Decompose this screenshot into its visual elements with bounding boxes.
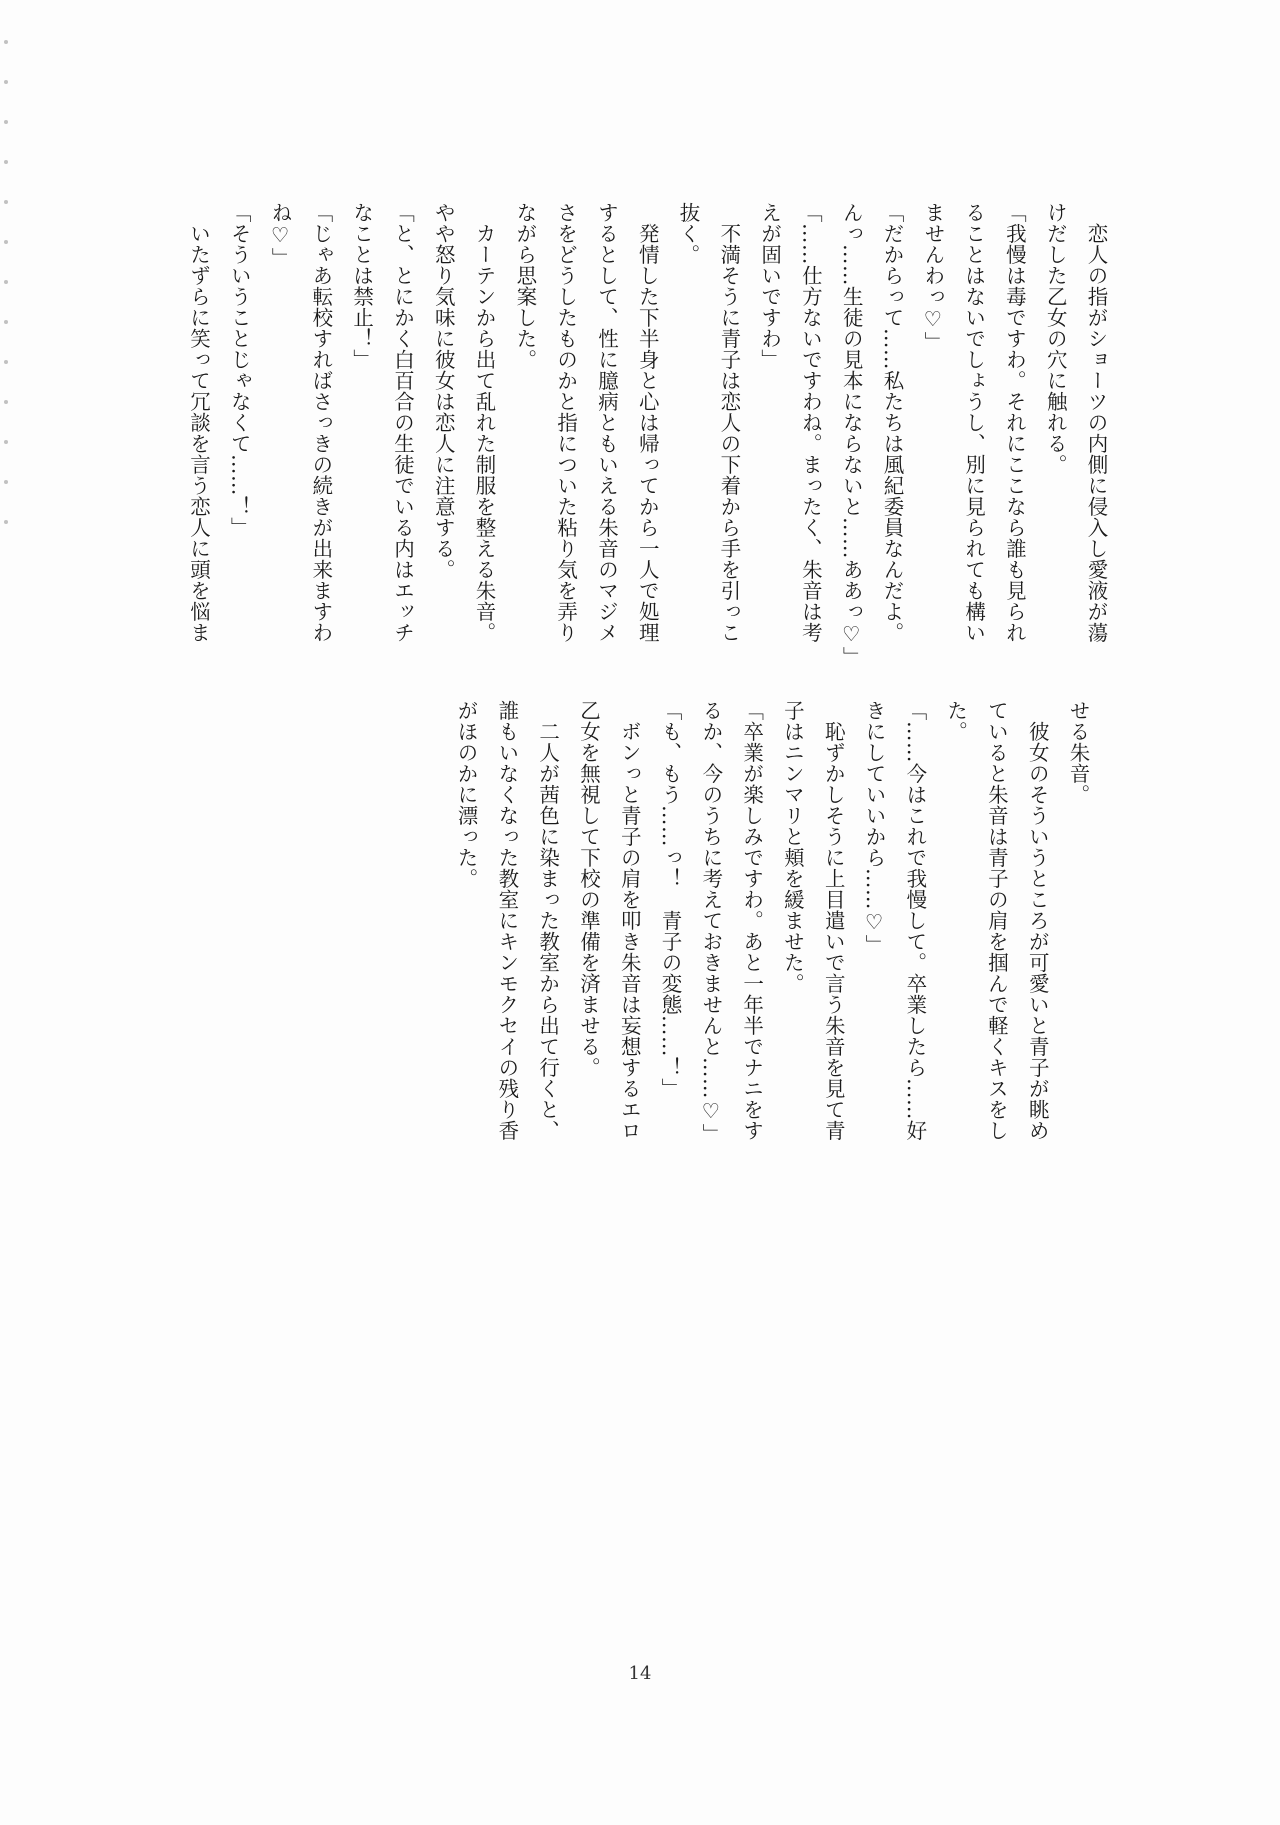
text-line: なことは禁止！」 (349, 202, 374, 370)
text-line: 「じゃあ転校すればさっきの続きが出来ますわ (308, 202, 333, 643)
text-line: カーテンから出て乱れた制服を整える朱音。 (472, 202, 497, 643)
text-line: ながら思案した。 (512, 202, 537, 370)
text-line: 「も、もう……っ！ 青子の変態……！」 (658, 700, 683, 1099)
text-line: 子はニンマリと頬を緩ませた。 (780, 700, 805, 994)
text-line: 不満そうに青子は恋人の下着から手を引っこ (716, 202, 741, 643)
text-line: ね♡」 (268, 202, 293, 269)
text-line: 「我慢は毒ですわ。それにここなら誰も見られ (1002, 202, 1027, 643)
text-line: 「だからって……私たちは風紀委員なんだよ。 (880, 202, 905, 643)
text-line: ボンっと青子の肩を叩き朱音は妄想するエロ (617, 700, 642, 1141)
text-line: えが固いですわ」 (757, 202, 782, 370)
text-line: いたずらに笑って冗談を言う恋人に頭を悩ま (186, 202, 211, 643)
text-line: るか、今のうちに考えておきませんと……♡」 (698, 700, 723, 1145)
binding-marks (4, 40, 12, 560)
text-line: 抜く。 (676, 202, 701, 265)
text-line: 「と、とにかく白百合の生徒でいる内はエッチ (390, 202, 415, 643)
text-line: ませんわっ♡」 (920, 202, 945, 353)
text-line: ていると朱音は青子の肩を掴んで軽くキスをし (984, 700, 1009, 1141)
text-line: がほのかに漂った。 (454, 700, 479, 889)
text-line: 「卒業が楽しみですわ。あと一年半でナニをす (739, 700, 764, 1141)
page-number: 14 (628, 1663, 652, 1684)
text-line: 「……今はこれで我慢して。卒業したら……好 (902, 700, 927, 1141)
text-block-lower (445, 700, 1098, 1160)
text-line: 「そういうことじゃなくて……！」 (227, 202, 252, 538)
text-line: 乙女を無視して下校の準備を済ませる。 (576, 700, 601, 1078)
text-line: 「……仕方ないですわね。まったく、朱音は考 (798, 202, 823, 643)
text-line: 二人が茜色に染まった教室から出て行くと、 (535, 700, 560, 1141)
text-line: んっ……生徒の見本にならないと……ああっ♡」 (839, 202, 864, 668)
text-line: ることはないでしょうし、別に見られても構い (961, 202, 986, 643)
text-line: 彼女のそういうところが可愛いと青子が眺め (1025, 700, 1050, 1141)
text-line: 恥ずかしそうに上目遣いで言う朱音を見て青 (821, 700, 846, 1141)
text-line: するとして、性に臆病ともいえる朱音のマジメ (594, 202, 619, 643)
text-line: けだした乙女の穴に触れる。 (1043, 202, 1068, 475)
text-line: きにしていいから……♡」 (862, 700, 887, 956)
text-line: せる朱音。 (1066, 700, 1090, 805)
text-line: 誰もいなくなった教室にキンモクセイの残り香 (494, 700, 519, 1141)
text-line: やや怒り気味に彼女は恋人に注意する。 (431, 202, 456, 580)
text-line: 恋人の指がショーツの内側に侵入し愛液が蕩 (1084, 202, 1108, 643)
text-block-upper (178, 202, 1116, 668)
text-line: た。 (943, 700, 968, 742)
text-line: さをどうしたものかと指についた粘り気を弄り (553, 202, 578, 643)
text-line: 発情した下半身と心は帰ってから一人で処理 (635, 202, 660, 643)
